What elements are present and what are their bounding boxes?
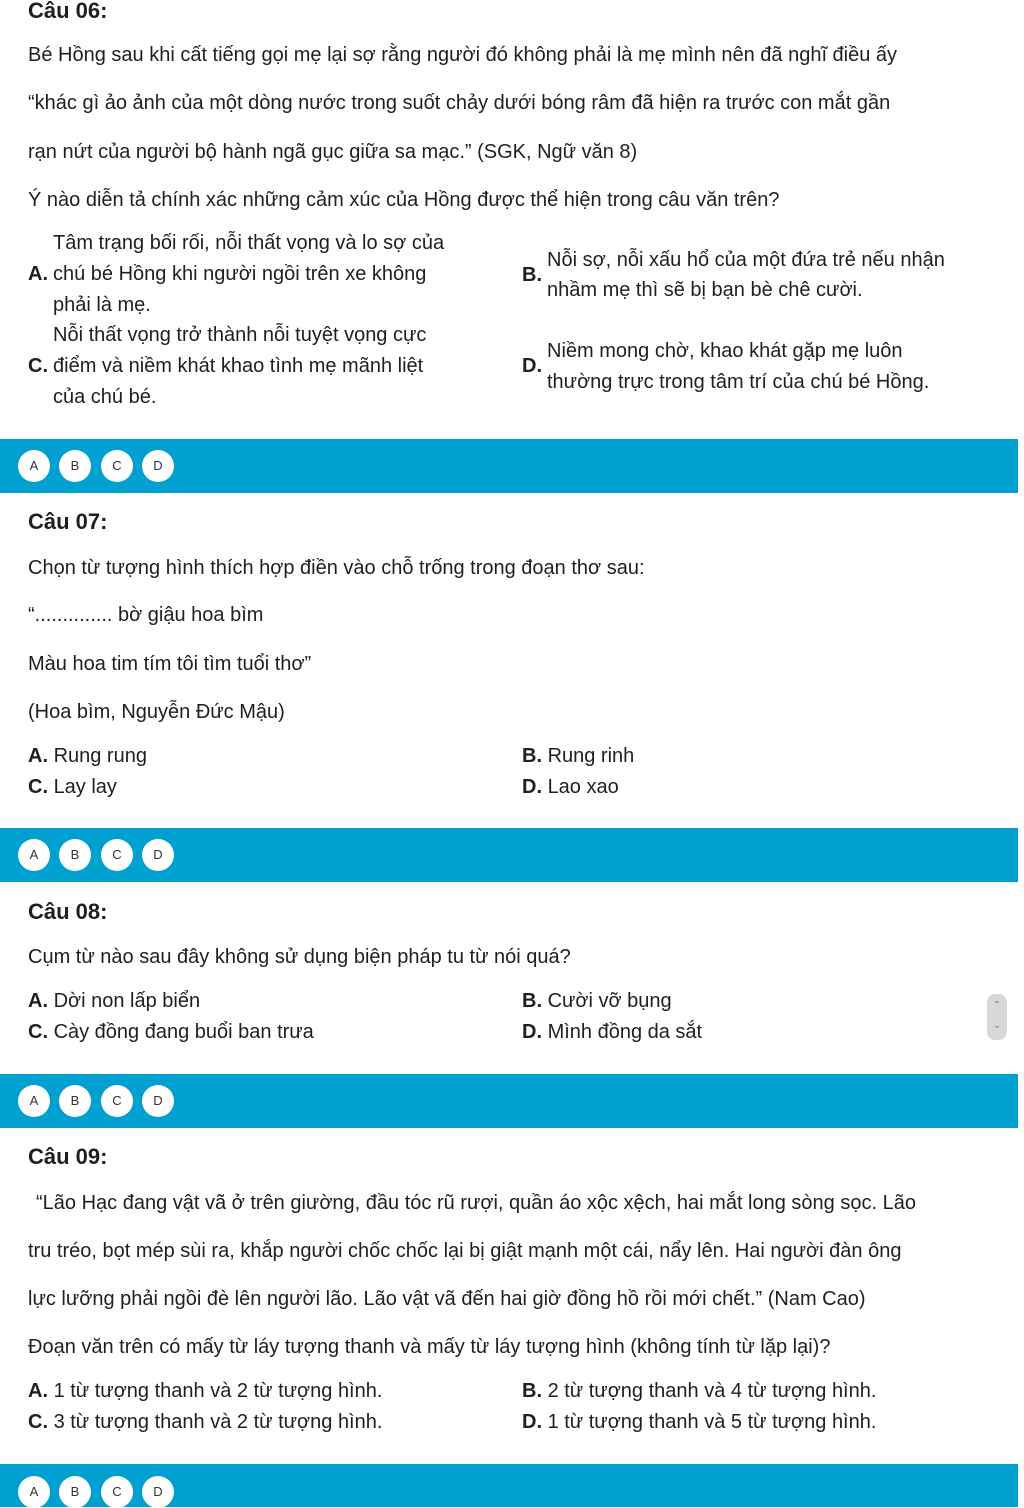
q9-option-c-letter: C.	[28, 1411, 48, 1433]
question-9-text-line-2: tru tréo, bọt mép sùi ra, khắp người chốc chốc lại bị giật mạnh một cái, nẩy lên. Hai người đàn ông	[28, 1240, 902, 1262]
answer-a-button[interactable]: A	[18, 1476, 50, 1508]
q7-option-d-letter: D.	[522, 776, 542, 798]
answer-b-button[interactable]: B	[59, 839, 91, 871]
q6-option-d-line-1: Niềm mong chờ, khao khát gặp mẹ luôn	[547, 340, 903, 362]
q6-option-a	[28, 228, 508, 320]
question-6-prompt: Ý nào diễn tả chính xác những cảm xúc của Hồng được thể hiện trong câu văn trên?	[28, 189, 780, 211]
q8-option-b-text: Cười vỡ bụng	[547, 990, 672, 1012]
q6-option-c-line-2: điểm và niềm khát khao tình mẹ mãnh liệt	[53, 355, 424, 377]
answer-d-button[interactable]: D	[142, 450, 174, 482]
q6-option-d	[522, 336, 1002, 398]
answer-a-button[interactable]: A	[18, 1085, 50, 1117]
question-7-source: (Hoa bìm, Nguyễn Đức Mậu)	[28, 701, 285, 723]
q8-option-a-text: Dời non lấp biển	[53, 990, 201, 1012]
answer-c-button[interactable]: C	[101, 450, 133, 482]
answer-bar-q9	[0, 1464, 1018, 1507]
q6-option-b	[522, 245, 1002, 307]
q7-option-c-letter: C.	[28, 776, 48, 798]
question-7-poem-line-2: Màu hoa tim tím tôi tìm tuổi thơ”	[28, 653, 312, 675]
question-9-text-line-3: lực lưỡng phải ngồi đè lên người lão. Lão vật vã đến hai giờ đồng hồ rồi mới chết.” (Nam Cao)	[28, 1288, 866, 1310]
q7-option-d	[522, 772, 619, 803]
q8-option-c-text: Cày đồng đang buổi ban trưa	[53, 1021, 314, 1043]
answer-c-button[interactable]: C	[101, 1476, 133, 1508]
answer-b-button[interactable]: B	[59, 1085, 91, 1117]
q7-option-c	[28, 772, 117, 803]
q6-option-b-letter: B.	[522, 264, 542, 286]
question-title-7: Câu 07:	[28, 509, 108, 534]
answer-bar-q8	[0, 1074, 1018, 1128]
chevron-down-icon: ⌄	[992, 1020, 1002, 1031]
q8-option-d-letter: D.	[522, 1021, 542, 1043]
answer-b-button[interactable]: B	[59, 450, 91, 482]
question-7-poem-line-1: “.............. bờ giậu hoa bìm	[28, 604, 264, 626]
q9-option-d-text: 1 từ tượng thanh và 5 từ tượng hình.	[547, 1411, 877, 1433]
chevron-up-icon: ⌃	[992, 1000, 1002, 1011]
q9-option-a-text: 1 từ tượng thanh và 2 từ tượng hình.	[53, 1380, 383, 1402]
q8-option-c	[28, 1017, 314, 1048]
q8-option-b	[522, 986, 672, 1017]
q6-option-b-line-1: Nỗi sợ, nỗi xấu hổ của một đứa trẻ nếu nhận	[547, 249, 945, 271]
q7-option-b	[522, 741, 634, 772]
q9-option-b-text: 2 từ tượng thanh và 4 từ tượng hình.	[547, 1380, 877, 1402]
question-title-8: Câu 08:	[28, 899, 108, 924]
answer-bar-q6	[0, 439, 1018, 493]
q8-option-a-letter: A.	[28, 990, 48, 1012]
q6-option-c	[28, 320, 508, 412]
answer-c-button[interactable]: C	[101, 1085, 133, 1117]
q7-option-a	[28, 741, 147, 772]
answer-a-button[interactable]: A	[18, 450, 50, 482]
question-6-text-line-1: Bé Hồng sau khi cất tiếng gọi mẹ lại sợ rằng người đó không phải là mẹ mình nên đã nghĩ điều ấy	[28, 44, 898, 66]
q6-option-a-line-3: phải là mẹ.	[53, 294, 151, 316]
question-9-prompt: Đoạn văn trên có mấy từ láy tượng thanh và mấy từ láy tượng hình (không tính từ lặp lại)?	[28, 1336, 831, 1358]
q9-option-b-letter: B.	[522, 1380, 542, 1402]
q7-option-b-letter: B.	[522, 745, 542, 767]
answer-d-button[interactable]: D	[142, 1476, 174, 1508]
q9-option-a	[28, 1376, 382, 1407]
q6-option-c-letter: C.	[28, 355, 48, 377]
question-6-text-line-3: rạn nứt của người bộ hành ngã gục giữa sa mạc.” (SGK, Ngữ văn 8)	[28, 141, 638, 163]
question-title-6: Câu 06:	[28, 0, 108, 23]
q9-option-d	[522, 1407, 876, 1438]
question-7-prompt: Chọn từ tượng hình thích hợp điền vào chỗ trống trong đoạn thơ sau:	[28, 557, 645, 579]
answer-d-button[interactable]: D	[142, 839, 174, 871]
q6-option-b-line-2: nhầm mẹ thì sẽ bị bạn bè chê cười.	[547, 279, 863, 301]
q9-option-b	[522, 1376, 876, 1407]
q8-option-c-letter: C.	[28, 1021, 48, 1043]
question-title-9: Câu 09:	[28, 1144, 108, 1169]
q6-option-c-line-1: Nỗi thất vọng trở thành nỗi tuyệt vọng cực	[53, 324, 427, 346]
q7-option-b-text: Rung rinh	[547, 745, 635, 767]
q8-option-d-text: Mình đồng da sắt	[547, 1021, 703, 1043]
q7-option-c-text: Lay lay	[53, 776, 117, 798]
q9-option-d-letter: D.	[522, 1411, 542, 1433]
q6-option-a-line-2: chú bé Hồng khi người ngồi trên xe không	[53, 263, 427, 285]
question-8-prompt: Cụm từ nào sau đây không sử dụng biện pháp tu từ nói quá?	[28, 946, 571, 968]
question-6-text-line-2: “khác gì ảo ảnh của một dòng nước trong suốt chảy dưới bóng râm đã hiện ra trước con mắt gần	[28, 92, 891, 114]
q6-option-d-line-2: thường trực trong tâm trí của chú bé Hồng.	[547, 371, 930, 393]
q9-option-c-text: 3 từ tượng thanh và 2 từ tượng hình.	[53, 1411, 383, 1433]
q8-option-b-letter: B.	[522, 990, 542, 1012]
answer-c-button[interactable]: C	[101, 839, 133, 871]
q8-option-a	[28, 986, 200, 1017]
answer-b-button[interactable]: B	[59, 1476, 91, 1508]
q8-option-d	[522, 1017, 702, 1048]
q6-option-d-letter: D.	[522, 355, 542, 377]
q7-option-d-text: Lao xao	[547, 776, 619, 798]
q7-option-a-letter: A.	[28, 745, 48, 767]
answer-bar-q7	[0, 828, 1018, 882]
q6-option-c-line-3: của chú bé.	[53, 386, 157, 408]
q9-option-c	[28, 1407, 382, 1438]
q6-option-a-letter: A.	[28, 263, 48, 285]
answer-a-button[interactable]: A	[18, 839, 50, 871]
question-9-text-line-1: “Lão Hạc đang vật vã ở trên giường, đầu tóc rũ rượi, quần áo xộc xệch, hai mắt long sòng sọc. Lão	[36, 1192, 916, 1214]
answer-d-button[interactable]: D	[142, 1085, 174, 1117]
q7-option-a-text: Rung rung	[53, 745, 147, 767]
q6-option-a-line-1: Tâm trạng bối rối, nỗi thất vọng và lo sợ của	[53, 232, 445, 254]
q9-option-a-letter: A.	[28, 1380, 48, 1402]
scroll-handle[interactable]	[987, 994, 1007, 1040]
